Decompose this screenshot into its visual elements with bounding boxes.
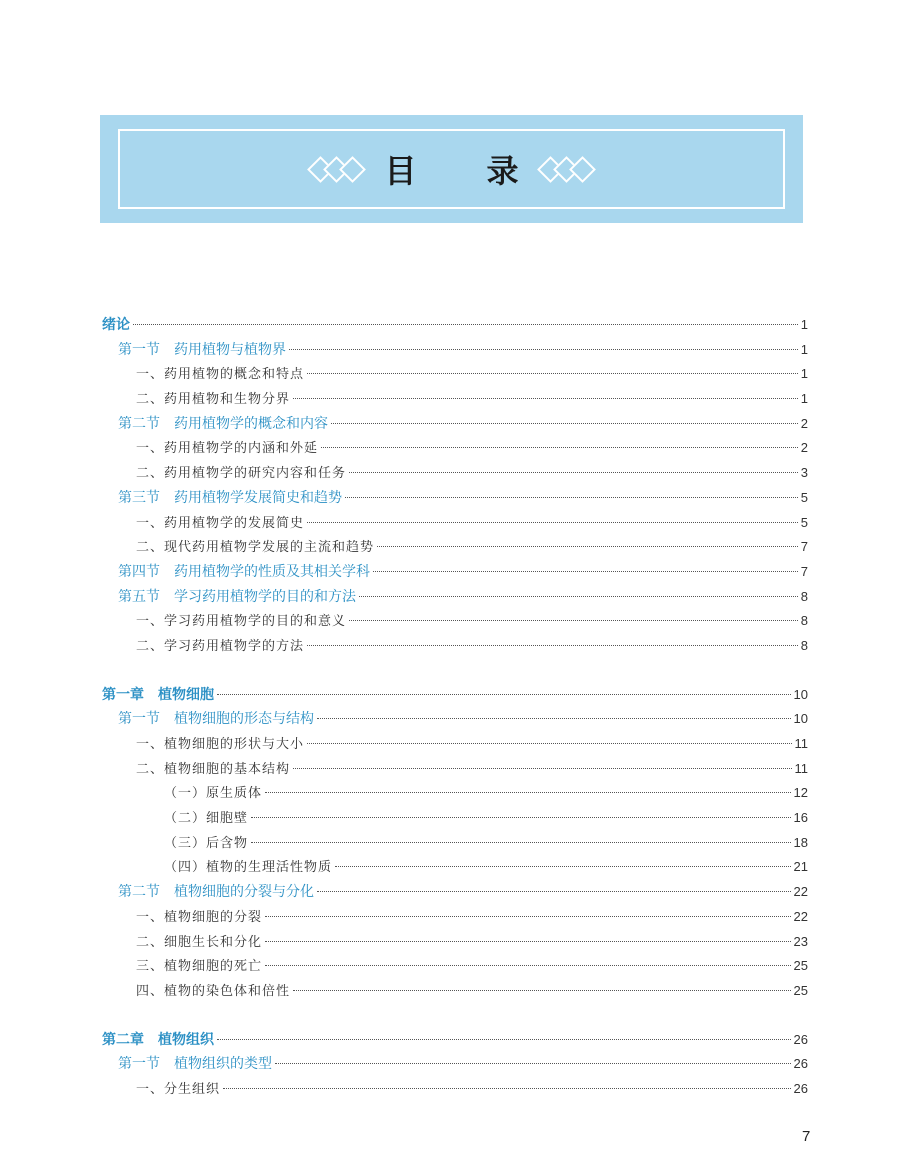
toc-entry-page: 25 — [793, 982, 808, 998]
toc-entry[interactable] — [102, 781, 808, 806]
dot-leader — [223, 1088, 791, 1089]
toc-entry-label: 第一节 药用植物与植物界 — [118, 341, 286, 358]
toc-entry-label: 第二节 植物细胞的分裂与分化 — [118, 884, 314, 901]
toc-entry-label: 第五节 学习药用植物学的目的和方法 — [118, 588, 356, 605]
toc-entry-page: 21 — [793, 859, 808, 875]
toc-entry-label: （二）细胞壁 — [164, 811, 249, 827]
toc-entry-label: 第一章 植物细胞 — [102, 686, 214, 703]
toc-entry[interactable] — [102, 806, 808, 831]
toc-entry[interactable] — [102, 387, 808, 412]
dot-leader — [251, 817, 791, 818]
dot-leader — [275, 1063, 791, 1064]
toc-entry[interactable] — [102, 338, 808, 363]
toc-entry-label: 二、药用植物学的研究内容和任务 — [136, 466, 347, 482]
toc-entry[interactable] — [102, 732, 808, 757]
dot-leader — [289, 349, 798, 350]
toc-entry-page: 2 — [800, 415, 808, 431]
toc-entry-page: 1 — [800, 341, 808, 357]
dot-leader — [265, 965, 791, 966]
dot-leader — [307, 522, 798, 523]
dot-leader — [293, 398, 798, 399]
toc-entry-label: 一、分生组织 — [136, 1081, 221, 1097]
toc-entry-page: 22 — [793, 884, 808, 900]
toc-entry-page: 26 — [793, 1056, 808, 1072]
dot-leader — [133, 324, 798, 325]
toc-entry-label: 第一节 植物细胞的形态与结构 — [118, 711, 314, 728]
toc-entry[interactable] — [102, 1077, 808, 1102]
toc-entry[interactable] — [102, 412, 808, 437]
toc-entry-label: 第三节 药用植物学发展简史和趋势 — [118, 489, 342, 506]
dot-leader — [345, 497, 798, 498]
toc-entry-page: 3 — [800, 465, 808, 481]
toc-entry[interactable] — [102, 486, 808, 511]
chapter-spacer — [102, 1004, 808, 1028]
toc-entry-page: 7 — [800, 563, 808, 579]
toc-entry-page: 16 — [793, 810, 808, 826]
toc-entry-page: 8 — [800, 613, 808, 629]
toc-entry-page: 22 — [793, 908, 808, 924]
dot-leader — [377, 546, 798, 547]
toc-entry[interactable] — [102, 757, 808, 782]
toc-entry-label: 二、学习药用植物学的方法 — [136, 638, 305, 654]
toc-entry-page: 23 — [793, 933, 808, 949]
toc-entry-page: 8 — [800, 588, 808, 604]
dot-leader — [307, 645, 798, 646]
toc-entry[interactable] — [102, 535, 808, 560]
toc-entry-label: 二、药用植物和生物分界 — [136, 392, 291, 408]
toc-entry-label: 第二章 植物组织 — [102, 1031, 214, 1048]
toc-entry[interactable] — [102, 461, 808, 486]
toc-entry-page: 5 — [800, 514, 808, 530]
toc-entry[interactable] — [102, 436, 808, 461]
toc-entry-page: 1 — [800, 317, 808, 332]
toc-entry-label: 第一节 植物组织的类型 — [118, 1056, 272, 1073]
title-banner — [100, 115, 803, 223]
toc-entry-page: 2 — [800, 440, 808, 456]
dot-leader — [265, 792, 791, 793]
toc-entry[interactable] — [102, 362, 808, 387]
toc-entry-label: 一、植物细胞的分裂 — [136, 909, 263, 925]
dot-leader — [307, 373, 798, 374]
toc-entry-label: 第二节 药用植物学的概念和内容 — [118, 415, 328, 432]
title-banner-frame — [118, 129, 785, 209]
toc-entry[interactable] — [102, 313, 808, 338]
toc-entry[interactable] — [102, 831, 808, 856]
toc-entry-label: 二、现代药用植物学发展的主流和趋势 — [136, 540, 375, 556]
toc-entry[interactable] — [102, 855, 808, 880]
toc-entry[interactable] — [102, 609, 808, 634]
toc-entry-label: 二、细胞生长和分化 — [136, 934, 263, 950]
toc-entry-label: 一、植物细胞的形状与大小 — [136, 737, 305, 752]
toc-entry-page: 1 — [800, 391, 808, 407]
toc-entry-label: 三、植物细胞的死亡 — [136, 959, 263, 975]
diamond-ornament-right-icon — [541, 160, 592, 179]
chapter-spacer — [102, 659, 808, 683]
toc-entry-page: 11 — [794, 760, 808, 776]
dot-leader — [317, 718, 791, 719]
dot-leader — [317, 891, 791, 892]
table-of-contents — [102, 313, 808, 1102]
toc-entry-page: 1 — [800, 366, 808, 382]
dot-leader — [251, 842, 791, 843]
toc-entry-page: 10 — [793, 711, 808, 727]
toc-entry-label: （一）原生质体 — [164, 786, 263, 802]
dot-leader — [349, 620, 798, 621]
toc-entry-page: 7 — [800, 539, 808, 555]
toc-entry[interactable] — [102, 585, 808, 610]
toc-entry-page: 11 — [794, 736, 808, 751]
toc-entry-page: 8 — [800, 637, 808, 653]
toc-entry-page: 18 — [793, 834, 808, 850]
dot-leader — [373, 571, 798, 572]
toc-entry-label: （四）植物的生理活性物质 — [164, 860, 333, 876]
toc-entry-label: 一、药用植物学的内涵和外延 — [136, 441, 319, 457]
title-char-lu: 录 — [486, 152, 519, 190]
toc-entry-label: 绪论 — [102, 317, 130, 333]
title-char-mu: 目 — [384, 152, 417, 190]
toc-entry-page: 5 — [800, 489, 808, 505]
dot-leader — [293, 768, 791, 769]
toc-entry-label: 一、学习药用植物学的目的和意义 — [136, 614, 347, 630]
toc-entry-label: 一、药用植物的概念和特点 — [136, 367, 305, 383]
toc-entry[interactable] — [102, 905, 808, 930]
toc-entry[interactable] — [102, 560, 808, 585]
toc-entry-page: 12 — [793, 785, 808, 801]
toc-entry[interactable] — [102, 683, 808, 708]
dot-leader — [217, 694, 791, 695]
dot-leader — [265, 916, 791, 917]
toc-entry[interactable] — [102, 1052, 808, 1077]
toc-entry[interactable] — [102, 634, 808, 659]
toc-entry-page: 25 — [793, 958, 808, 974]
toc-entry-label: （三）后含物 — [164, 835, 249, 851]
toc-entry[interactable] — [102, 930, 808, 955]
toc-entry[interactable] — [102, 1028, 808, 1053]
page-number: 7 — [802, 1128, 811, 1145]
dot-leader — [307, 743, 791, 744]
dot-leader — [217, 1039, 791, 1040]
dot-leader — [293, 990, 791, 991]
toc-entry[interactable] — [102, 707, 808, 732]
toc-entry-label: 二、植物细胞的基本结构 — [136, 761, 291, 777]
dot-leader — [321, 447, 798, 448]
dot-leader — [265, 941, 791, 942]
toc-entry[interactable] — [102, 954, 808, 979]
toc-entry-page: 26 — [793, 1031, 808, 1047]
diamond-ornament-left-icon — [311, 160, 362, 179]
toc-entry[interactable] — [102, 880, 808, 905]
toc-entry[interactable] — [102, 511, 808, 536]
dot-leader — [331, 423, 798, 424]
toc-entry-label: 四、植物的染色体和倍性 — [136, 983, 291, 999]
title-wrap — [311, 146, 591, 192]
toc-entry-label: 第四节 药用植物学的性质及其相关学科 — [118, 563, 370, 580]
toc-entry-page: 26 — [793, 1080, 808, 1096]
toc-entry[interactable] — [102, 979, 808, 1004]
toc-entry-page: 10 — [793, 686, 808, 702]
dot-leader — [359, 596, 798, 597]
dot-leader — [335, 866, 791, 867]
toc-entry-label: 一、药用植物学的发展简史 — [136, 515, 305, 531]
dot-leader — [349, 472, 798, 473]
